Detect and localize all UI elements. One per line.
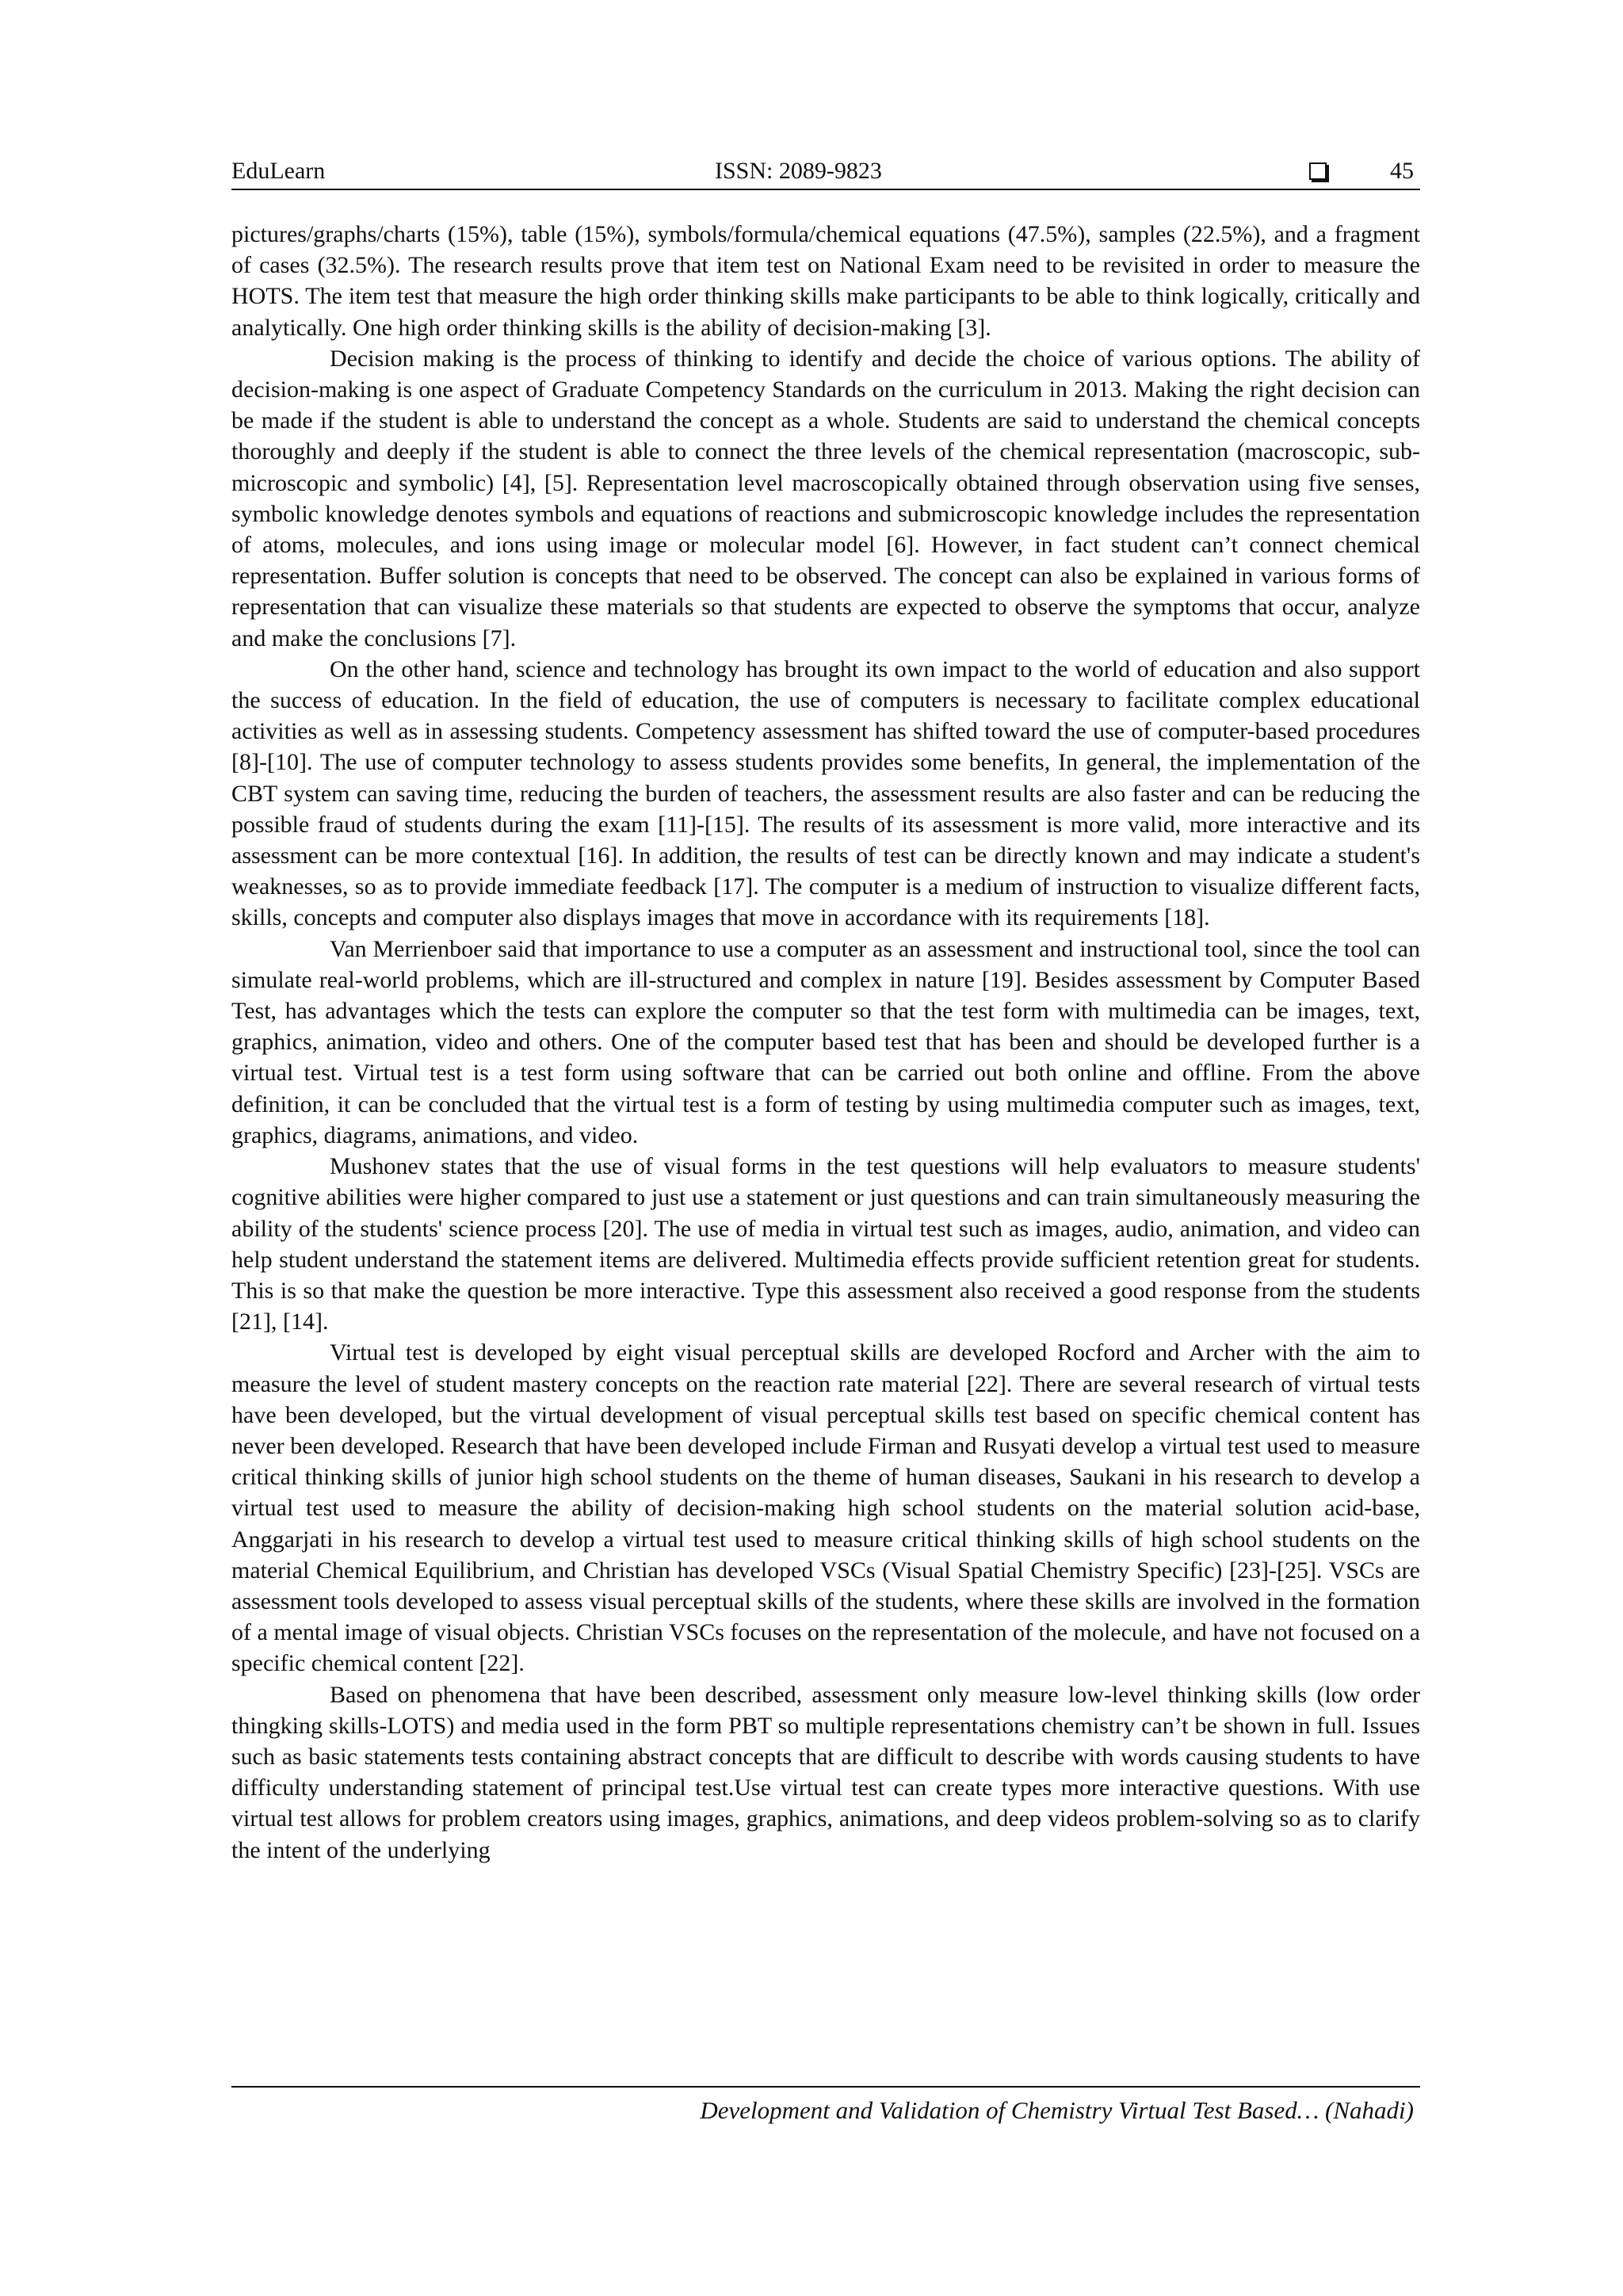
paragraph-continuation: pictures/graphs/charts (15%), table (15%), symbols/formula/chemical equations (47.5%), samples (22.5%), and a fragment of cases (32.5%). The research results prove that item test on National Exam need to be revisited in order to measure the HOTS. The item test that measure the high order thinking skills make participants to be able to think logically, critically and analytically. One high order thinking skills is the ability of decision-making [3]. — [231, 221, 1420, 341]
paragraph-phenomena: Based on phenomena that have been described, assessment only measure low-level thinking skills (low order thingking skills-LOTS) and media used in the form PBT so multiple representations chemistry can’t be shown in full. Issues such as basic statements tests containing abstract concepts that are difficult to describe with words causing students to have difficulty understanding statement of principal test.Use virtual test can create types more interactive questions. With use virtual test allows for problem creators using images, graphics, animations, and deep videos problem-solving so as to clarify the intent of the underlying — [231, 1681, 1420, 1863]
checkbox-square-icon — [1309, 162, 1327, 180]
paragraph-virtual-test: Virtual test is developed by eight visual perceptual skills are developed Rocford and Archer with the aim to measure the level of student mastery concepts on the reaction rate material [22]. There are several research of virtual tests have been developed, but the virtual development of visual perceptual skills test based on specific chemical content has never been developed. Research that have been developed include Firman and Rusyati develop a virtual test used to measure critical thinking skills of junior high school students on the theme of human diseases, Saukani in his research to develop a virtual test used to measure the ability of decision-making high school students on the material solution acid-base, Anggarjati in his research to develop a virtual test used to measure critical thinking skills of high school students on the material Chemical Equilibrium, and Christian has developed VSCs (Visual Spatial Chemistry Specific) [23]-[25]. VSCs are assessment tools developed to assess visual perceptual skills of the students, where these skills are involved in the formation of a mental image of visual objects. Christian VSCs focuses on the representation of the molecule, and have not focused on a specific chemical content [22]. — [231, 1339, 1420, 1677]
article-body — [231, 219, 1420, 1866]
paragraph-mushonev: Mushonev states that the use of visual forms in the test questions will help evaluators to measure students' cognitive abilities were higher compared to just use a statement or just questions and can train simultaneously measuring the ability of the students' science process [20]. The use of media in virtual test such as images, audio, animation, and video can help student understand the statement items are delivered. Multimedia effects provide sufficient retention great for students. This is so that make the question be more interactive. Type this assessment also received a good response from the students [21], [14]. — [231, 1153, 1420, 1335]
footer-divider — [231, 2086, 1420, 2088]
header-divider — [231, 189, 1420, 190]
page-number: 45 — [1390, 158, 1414, 184]
issn-label: ISSN: 2089-9823 — [715, 158, 882, 184]
paragraph-technology: On the other hand, science and technology has brought its own impact to the world of education and also support the success of education. In the field of education, the use of computers is necessary to facilitate complex educational activities as well as in assessing students. Competency assessment has shifted toward the use of computer-based procedures [8]-[10]. The use of computer technology to assess students provides some benefits, In general, the implementation of the CBT system can saving time, reducing the burden of teachers, the assessment results are also faster and can be reducing the possible fraud of students during the exam [11]-[15]. The results of its assessment is more valid, more interactive and its assessment can be more contextual [16]. In addition, the results of test can be directly known and may indicate a student's weaknesses, so as to provide immediate feedback [17]. The computer is a medium of instruction to visualize different facts, skills, concepts and computer also displays images that move in accordance with its requirements [18]. — [231, 655, 1420, 931]
running-title: Development and Validation of Chemistry Virtual Test Based… (Nahadi) — [700, 2096, 1414, 2124]
paragraph-decision-making: Decision making is the process of thinking to identify and decide the choice of various options. The ability of decision-making is one aspect of Graduate Competency Standards on the curriculum in 2013. Making the right decision can be made if the student is able to understand the concept as a whole. Students are said to understand the chemical concepts thoroughly and deeply if the student is able to connect the three levels of the chemical representation (macroscopic, sub-microscopic and symbolic) [4], [5]. Representation level macroscopically obtained through observation using five senses, symbolic knowledge denotes symbols and equations of reactions and submicroscopic knowledge includes the representation of atoms, molecules, and ions using image or molecular model [6]. However, in fact student can’t connect chemical representation. Buffer solution is concepts that need to be observed. The concept can also be explained in various forms of representation that can visualize these materials so that students are expected to observe the symptoms that occur, analyze and make the conclusions [7]. — [231, 345, 1420, 651]
paragraph-van-merrienboer: Van Merrienboer said that importance to use a computer as an assessment and instructional tool, since the tool can simulate real-world problems, which are ill-structured and complex in nature [19]. Besides assessment by Computer Based Test, has advantages which the tests can explore the computer so that the test form with multimedia can be images, text, graphics, animation, video and others. One of the computer based test that has been and should be developed further is a virtual test. Virtual test is a test form using software that can be carried out both online and offline. From the above definition, it can be concluded that the virtual test is a form of testing by using multimedia computer such as images, text, graphics, diagrams, animations, and video. — [231, 935, 1420, 1148]
journal-name: EduLearn — [231, 158, 326, 184]
page-header — [231, 153, 1420, 189]
